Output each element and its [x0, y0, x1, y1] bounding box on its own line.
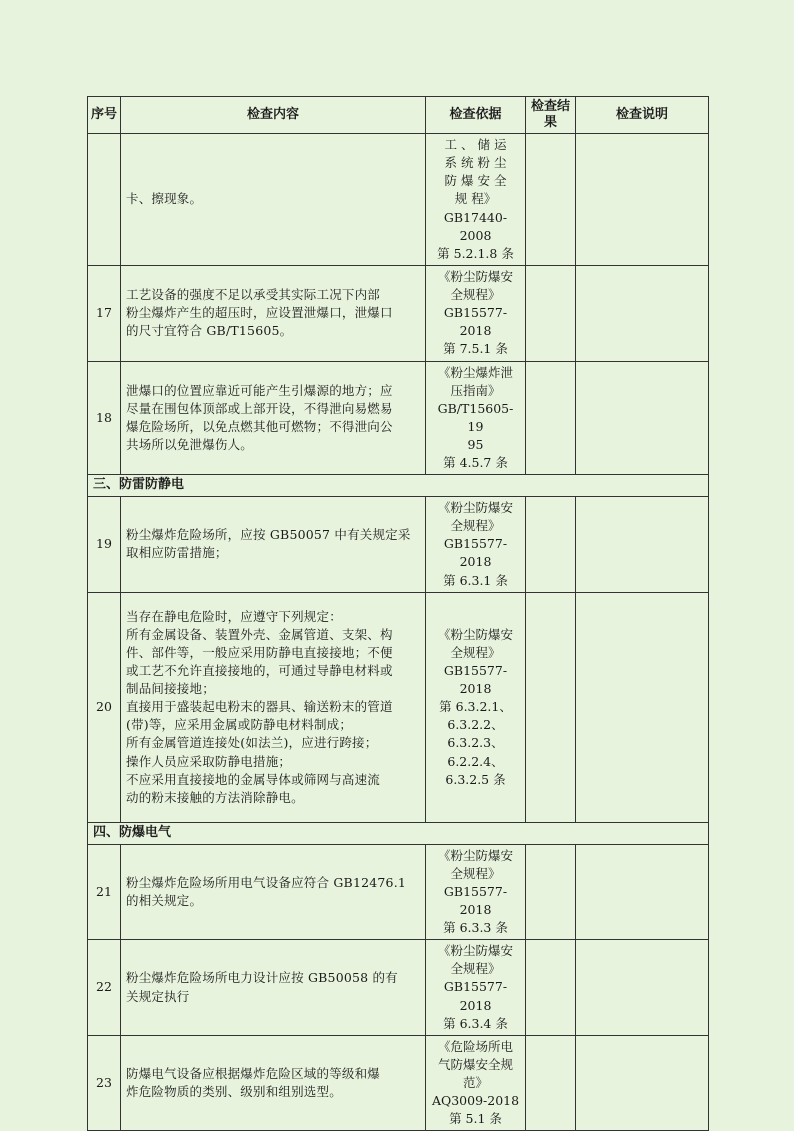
basis-line: GB15577-2018: [443, 979, 508, 1013]
table-row: [88, 592, 709, 822]
content-line: 爆危险场所，以免点燃其他可燃物；不得泄向公: [126, 418, 393, 434]
section-row: [88, 822, 709, 844]
table-row: [88, 940, 709, 1036]
result-cell[interactable]: [526, 497, 576, 593]
inspection-checklist-table: [87, 96, 709, 1131]
header-basis: 检查依据: [426, 97, 526, 134]
basis-line: 范》: [462, 1075, 488, 1091]
note-cell[interactable]: [576, 1035, 709, 1131]
content-line: 防爆电气设备应根据爆炸危险区域的等级和爆: [126, 1066, 381, 1081]
section-title: 四、防爆电气: [88, 822, 709, 844]
basis-line: 6.3.2.5 条: [445, 771, 506, 787]
inspection-basis: [426, 1035, 526, 1131]
content-line: 的相关规定。: [126, 892, 203, 908]
note-cell[interactable]: [576, 265, 709, 361]
content-line: 当存在静电危险时，应遵守下列规定：: [126, 608, 342, 624]
header-no: 序号: [88, 97, 121, 134]
result-cell[interactable]: [526, 1035, 576, 1131]
content-line: 的尺寸宜符合 GB/T15605。: [126, 323, 293, 339]
content-line: 或工艺不允许直接接地的，可通过导静电材料或: [126, 662, 393, 678]
basis-line: 《危险场所电: [437, 1038, 513, 1054]
note-cell[interactable]: [576, 940, 709, 1036]
table-row: [88, 265, 709, 361]
content-line: 件、部件等，一般应采用防静电直接接地；不便: [126, 644, 393, 660]
basis-line: 第 4.5.7 条: [443, 455, 508, 471]
table-row: [88, 844, 709, 940]
content-line: 粉尘爆炸危险场所用电气设备应符合 GB12476.1: [126, 874, 407, 890]
basis-line: GB15577-2018: [443, 662, 508, 697]
content-line: 所有金属设备、装置外壳、金属管道、支架、构: [126, 626, 393, 642]
row-number: 18: [88, 361, 121, 475]
inspection-basis: [426, 361, 526, 475]
note-cell[interactable]: [576, 361, 709, 475]
inspection-basis: [426, 497, 526, 593]
basis-line: 6.3.2.3、: [447, 735, 504, 751]
inspection-content: [121, 361, 426, 475]
result-cell[interactable]: [526, 134, 576, 266]
row-number: 19: [88, 497, 121, 593]
content-line: 取相应防雷措施；: [126, 545, 228, 561]
content-line: 工艺设备的强度不足以承受其实际工况下内部: [126, 287, 381, 302]
basis-line: 防 爆 安 全: [444, 173, 507, 189]
table-body: [88, 134, 709, 1131]
content-line: 共场所以免泄爆伤人。: [126, 437, 254, 452]
content-line: 泄爆口的位置应靠近可能产生引爆源的地方；应: [126, 382, 393, 398]
content-line: 操作人员应采取防静电措施；: [126, 753, 292, 769]
content-line: 粉尘爆炸危险场所电力设计应按 GB50058 的有: [126, 970, 398, 986]
result-cell[interactable]: [526, 265, 576, 361]
basis-line: 气防爆安全规: [437, 1056, 513, 1072]
content-line: 尽量在围包体顶部或上部开设，不得泄向易燃易: [126, 400, 393, 416]
content-line: 不应采用直接接地的金属导体或筛网与高速流: [126, 771, 381, 787]
table-row: [88, 134, 709, 266]
basis-line: 《粉尘防爆安: [437, 626, 513, 642]
content-line: 粉尘爆炸危险场所，应按 GB50057 中有关规定采: [126, 527, 411, 543]
basis-line: 95: [467, 437, 484, 452]
inspection-content: [121, 497, 426, 593]
basis-line: 《粉尘防爆安: [437, 500, 513, 516]
result-cell[interactable]: [526, 940, 576, 1036]
inspection-content: [121, 844, 426, 940]
basis-line: AQ3009-2018: [431, 1093, 520, 1109]
inspection-content: [121, 265, 426, 361]
basis-line: GB15577-2018: [443, 883, 508, 917]
basis-line: 第 6.3.2.1、: [439, 699, 512, 715]
note-cell[interactable]: [576, 497, 709, 593]
table-row: [88, 1035, 709, 1131]
table-row: [88, 361, 709, 475]
content-line: 直接用于盛装起电粉末的器具、输送粉末的管道: [126, 699, 393, 715]
content-line: (带)等，应采用金属或防静电材料制成；: [126, 717, 353, 733]
basis-line: GB17440-2008: [443, 209, 508, 243]
basis-line: 《粉尘防爆安: [437, 847, 513, 863]
content-line: 动的粉末接触的方法消除静电。: [126, 789, 304, 805]
note-cell[interactable]: [576, 592, 709, 822]
basis-line: 《粉尘防爆安: [437, 268, 513, 284]
content-line: 粉尘爆炸产生的超压时，应设置泄爆口，泄爆口: [126, 305, 393, 321]
inspection-basis: [426, 940, 526, 1036]
row-number: [88, 134, 121, 266]
basis-line: 《粉尘爆炸泄: [437, 364, 513, 380]
section-title: 三、防雷防静电: [88, 475, 709, 497]
row-number: 20: [88, 592, 121, 822]
inspection-content: [121, 134, 426, 266]
basis-line: GB15577-2018: [443, 536, 508, 570]
watermark: ​: [230, 560, 267, 597]
basis-line: 全规程》: [450, 518, 501, 534]
inspection-basis: [426, 265, 526, 361]
header-content: 检查内容: [121, 97, 426, 134]
inspection-basis: [426, 592, 526, 822]
basis-line: 《粉尘防爆安: [437, 943, 513, 959]
basis-line: GB15577-2018: [443, 305, 508, 339]
row-number: 22: [88, 940, 121, 1036]
header-note: 检查说明: [576, 97, 709, 134]
inspection-content: [121, 592, 426, 822]
basis-line: 全规程》: [450, 644, 501, 660]
basis-line: 第 6.3.4 条: [443, 1015, 508, 1031]
row-number: 23: [88, 1035, 121, 1131]
header-result: 检查结果: [526, 97, 576, 134]
note-cell[interactable]: [576, 844, 709, 940]
basis-line: 工 、 储 运: [444, 137, 507, 152]
basis-line: 第 5.1 条: [449, 1111, 502, 1127]
basis-line: 6.2.2.4、: [447, 753, 504, 769]
inspection-content: [121, 1035, 426, 1131]
basis-line: 全规程》: [450, 961, 501, 977]
basis-line: 全规程》: [450, 865, 501, 881]
table-header-row: [88, 97, 709, 134]
content-line: 炸危险物质的类别、级别和组别选型。: [126, 1084, 342, 1100]
basis-line: 第 6.3.1 条: [443, 572, 508, 588]
basis-line: 6.3.2.2、: [447, 717, 504, 733]
row-number: 21: [88, 844, 121, 940]
inspection-content: [121, 940, 426, 1036]
basis-line: GB/T15605-19: [437, 400, 514, 434]
basis-line: 压指南》: [450, 382, 501, 398]
content-line: 所有金属管道连接处(如法兰)，应进行跨接；: [126, 735, 378, 751]
content-line: 关规定执行: [126, 988, 190, 1004]
basis-line: 第 7.5.1 条: [443, 341, 508, 357]
result-cell[interactable]: [526, 592, 576, 822]
basis-line: 第 6.3.3 条: [443, 920, 508, 936]
basis-line: 全规程》: [450, 287, 501, 302]
result-cell[interactable]: [526, 844, 576, 940]
basis-line: 第 5.2.1.8 条: [437, 245, 514, 261]
basis-line: 系 统 粉 尘: [444, 155, 507, 171]
row-number: 17: [88, 265, 121, 361]
basis-line: 规 程》: [454, 191, 497, 207]
result-cell[interactable]: [526, 361, 576, 475]
inspection-basis: [426, 134, 526, 266]
section-row: [88, 475, 709, 497]
content-line: 卡、擦现象。: [126, 191, 203, 207]
note-cell[interactable]: [576, 134, 709, 266]
content-line: 制品间接接地；: [126, 681, 215, 697]
inspection-basis: [426, 844, 526, 940]
table-row: [88, 497, 709, 593]
